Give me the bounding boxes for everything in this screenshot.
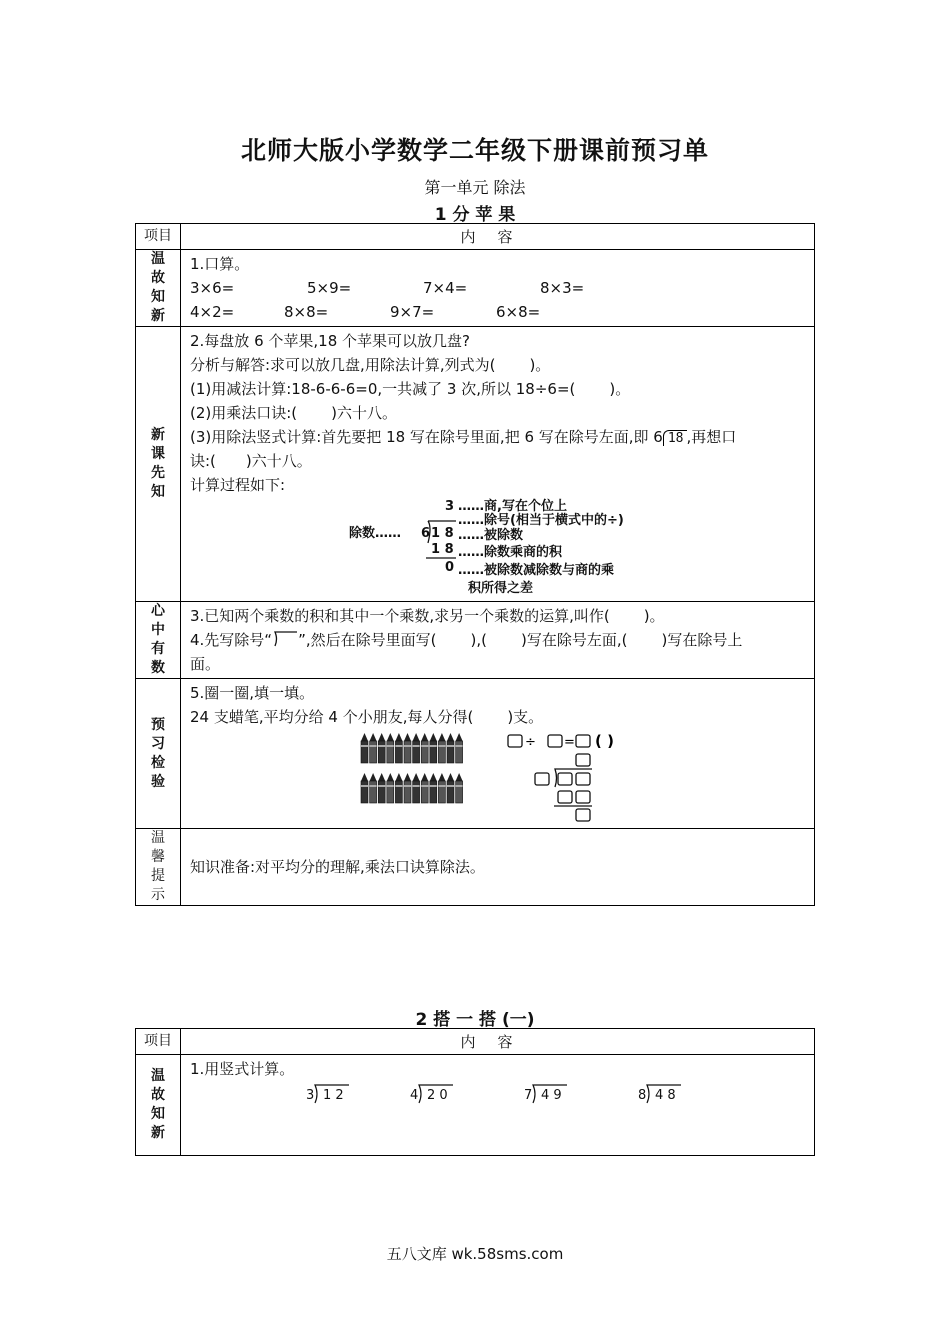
answer-box[interactable] — [508, 735, 522, 747]
sub2-end: )六十八。 — [331, 404, 398, 422]
answer-box[interactable] — [548, 735, 562, 747]
crayon-icon — [361, 733, 368, 763]
label-mind — [136, 602, 181, 679]
tip-cell — [181, 829, 815, 906]
answer-paren: ( ) — [595, 732, 614, 750]
page-title: 北师大版小学数学二年级下册课前预习单 — [240, 136, 709, 165]
crayon-exercise — [191, 729, 661, 825]
header-content: 内容 — [181, 1029, 815, 1055]
label-tip — [136, 829, 181, 906]
problem-divisor: 3 — [306, 1088, 315, 1103]
q4-d: )写在除号左面,( — [520, 631, 628, 649]
label-review — [136, 250, 181, 327]
q5-line — [181, 705, 814, 729]
sub3-text-b: ,再想口 — [686, 428, 737, 446]
q1-text: 1.口算。 — [190, 255, 250, 273]
crayon-icon — [456, 733, 463, 763]
ann-remainder-2: 积所得之差 — [468, 581, 534, 596]
sub3-text-c: 诀:( — [190, 452, 216, 470]
header-item: 项目 — [136, 1029, 181, 1055]
label-check-text: 预 习 检 验 — [151, 716, 165, 790]
crayon-icon — [404, 733, 411, 763]
analysis-text: 分析与解答:求可以放几盘,用除法计算,列式为( — [190, 356, 496, 374]
calc-item: 4×2= — [190, 303, 235, 321]
op-divide: ÷ — [525, 735, 536, 750]
problem-divisor: 7 — [524, 1088, 533, 1103]
calc-item: 5×9= — [307, 279, 352, 297]
review-cell — [181, 250, 815, 327]
sub3-line — [181, 425, 814, 449]
problem-dividend: 4 9 — [541, 1088, 562, 1103]
diagram-dividend: 1 8 — [431, 526, 454, 541]
sub1-line — [181, 377, 814, 401]
division-problems — [181, 1081, 741, 1113]
answer-box[interactable] — [576, 735, 590, 747]
answer-box[interactable] — [576, 791, 590, 803]
crayon-icon — [430, 773, 437, 803]
q4-line — [181, 628, 814, 652]
q5-text: 5.圈一圈,填一填。 — [190, 684, 315, 702]
crayon-icon — [404, 773, 411, 803]
diagram-divisor: 6 — [421, 526, 431, 541]
footer-watermark: 五八文库 wk.58sms.com — [386, 1245, 564, 1263]
q4-a: 4.先写除号“ — [190, 631, 273, 649]
calc-row-2 — [181, 300, 814, 324]
new-cell — [181, 327, 815, 602]
calc-item: 8×8= — [284, 303, 329, 321]
label-review-text: 温 故 知 新 — [151, 251, 165, 324]
crayon-group — [361, 733, 463, 803]
crayon-icon — [438, 733, 445, 763]
q4-c: ),( — [470, 631, 487, 649]
answer-box[interactable] — [558, 773, 572, 785]
label-review-text: 温 故 知 新 — [151, 1068, 165, 1141]
analysis-end: )。 — [529, 356, 551, 374]
calc-item: 8×3= — [540, 279, 585, 297]
long-division-diagram — [346, 497, 766, 599]
crayon-icon — [413, 773, 420, 803]
label-tip-text: 温 馨 提 示 — [151, 830, 165, 903]
mind-cell — [181, 602, 815, 679]
sub3-text-d: )六十八。 — [245, 452, 312, 470]
sub1-text: (1)用减法计算:18-6-6-6=0,一共减了 3 次,所以 18÷6=( — [190, 380, 576, 398]
header-content: 内容 — [181, 224, 815, 250]
answer-box[interactable] — [535, 773, 549, 785]
crayon-icon — [456, 773, 463, 803]
lesson2-title: 2 搭 一 搭 (一) — [415, 1010, 535, 1030]
label-new — [136, 327, 181, 602]
lesson2-table — [135, 1028, 815, 1156]
crayon-icon — [421, 733, 428, 763]
q3-line — [181, 602, 814, 628]
inline-division-sign: 18 — [663, 430, 687, 446]
crayon-icon — [395, 733, 402, 763]
q4-line-2: 面。 — [190, 655, 221, 673]
problem-divisor: 8 — [638, 1088, 647, 1103]
crayon-icon — [413, 733, 420, 763]
crayon-icon — [361, 773, 368, 803]
answer-box[interactable] — [576, 809, 590, 821]
header-item: 项目 — [136, 224, 181, 250]
q4-b: ”,然后在除号里面写( — [298, 631, 437, 649]
q2-text: 2.每盘放 6 个苹果,18 个苹果可以放几盘? — [190, 332, 470, 350]
crayon-icon — [438, 773, 445, 803]
q5-end: )支。 — [507, 708, 544, 726]
answer-box[interactable] — [576, 773, 590, 785]
q4-e: )写在除号上 — [661, 631, 743, 649]
crayon-icon — [430, 733, 437, 763]
answer-box[interactable] — [558, 791, 572, 803]
problem-dividend: 1 2 — [323, 1088, 344, 1103]
label-new-text: 新 课 先 知 — [151, 427, 165, 500]
unit-title: 第一单元 除法 — [424, 178, 526, 197]
answer-box[interactable] — [576, 754, 590, 766]
ann-sign: ……除号(相当于横式中的÷) — [458, 513, 624, 528]
lesson1-title: 1 分 苹 果 — [434, 205, 516, 225]
diagram-product: 1 8 — [431, 542, 454, 557]
ann-remainder: ……被除数减除数与商的乘 — [458, 563, 615, 578]
sub2-text: (2)用乘法口诀:( — [190, 404, 298, 422]
crayon-icon — [378, 773, 385, 803]
crayon-icon — [370, 733, 377, 763]
calc-item: 9×7= — [390, 303, 435, 321]
analysis-line — [181, 353, 814, 377]
crayon-icon — [421, 773, 428, 803]
sub2-line — [181, 401, 814, 425]
op-equals: = — [564, 735, 575, 750]
ann-quotient: ……商,写在个位上 — [458, 499, 567, 514]
sub1-end: )。 — [609, 380, 631, 398]
calc-item: 3×6= — [190, 279, 235, 297]
crayon-icon — [395, 773, 402, 803]
calc-item: 6×8= — [496, 303, 541, 321]
sub3-line-2 — [181, 449, 814, 473]
check-cell — [181, 679, 815, 829]
crayon-icon — [387, 773, 394, 803]
crayon-icon — [447, 733, 454, 763]
problem-dividend: 4 8 — [655, 1088, 676, 1103]
crayon-icon — [378, 733, 385, 763]
label-mind-text: 心 中 有 数 — [151, 603, 165, 676]
label-check — [136, 679, 181, 829]
label-review — [136, 1055, 181, 1156]
divisor-label: 除数…… — [349, 526, 402, 541]
diagram-remainder: 0 — [445, 560, 455, 575]
division-sign-icon — [272, 631, 298, 647]
calc-item: 7×4= — [423, 279, 468, 297]
tip-text: 知识准备:对平均分的理解,乘法口诀算除法。 — [190, 858, 485, 876]
q5-body: 24 支蜡笔,平均分给 4 个小朋友,每人分得( — [190, 708, 474, 726]
lesson1-table — [135, 223, 815, 906]
ann-dividend: ……被除数 — [458, 528, 524, 543]
q3-end: )。 — [643, 607, 665, 625]
diagram-quotient: 3 — [445, 499, 455, 514]
problem-divisor: 4 — [410, 1088, 419, 1103]
calc-row-1 — [181, 276, 814, 300]
crayon-icon — [387, 733, 394, 763]
q3-text: 3.已知两个乘数的积和其中一个乘数,求另一个乘数的运算,叫作( — [190, 607, 610, 625]
crayon-icon — [447, 773, 454, 803]
sub3-text: (3)用除法竖式计算:首先要把 18 写在除号里面,把 6 写在除号左面,即 6 — [190, 428, 663, 446]
box-division-sign — [555, 769, 592, 787]
review2-cell — [181, 1055, 815, 1156]
process-label: 计算过程如下: — [190, 476, 286, 494]
crayon-icon — [370, 773, 377, 803]
q1-text: 1.用竖式计算。 — [190, 1060, 295, 1078]
ann-product: ……除数乘商的积 — [458, 545, 563, 560]
problem-dividend: 2 0 — [427, 1088, 448, 1103]
